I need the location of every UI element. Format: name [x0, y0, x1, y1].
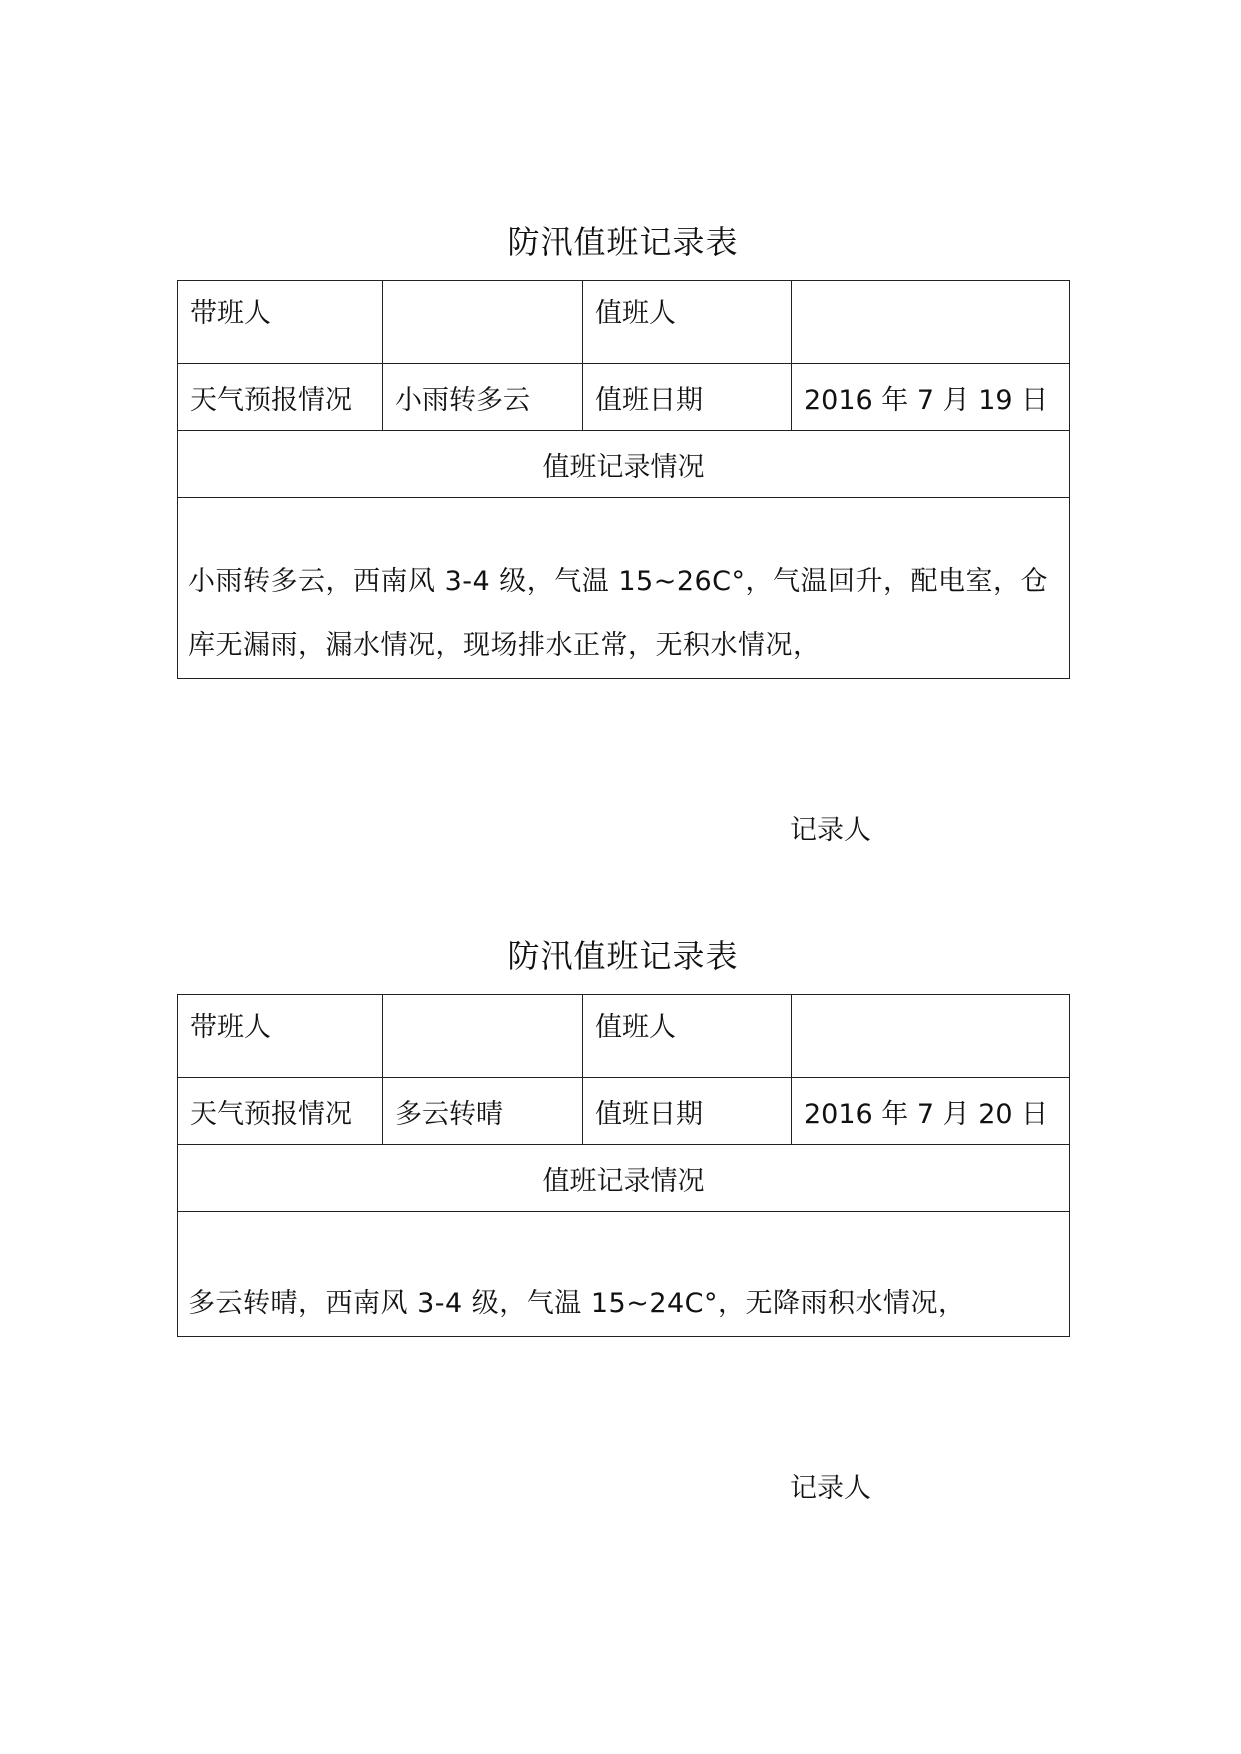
form-title: 防汛值班记录表 [507, 223, 739, 261]
form-title: 防汛值班记录表 [507, 937, 739, 975]
record-body-text [188, 1272, 1059, 1336]
table-row [178, 498, 1070, 679]
duty-record-form-1 [177, 222, 1069, 846]
duty-person-label: 值班人 [583, 995, 792, 1078]
recorder-label: 记录人 [790, 815, 871, 846]
record-body-cell [178, 1212, 1070, 1504]
record-body-line: 小雨转多云，西南风 3-4 级，气温 15~26C°，气温回升，配电室，仓 [188, 566, 1049, 597]
duty-person-value [792, 995, 1070, 1078]
table-row [178, 995, 1070, 1078]
leader-value [383, 995, 583, 1078]
duty-person-label: 值班人 [583, 281, 792, 364]
weather-value: 小雨转多云 [383, 364, 583, 431]
duty-date-label: 值班日期 [583, 364, 792, 431]
record-body-cell [178, 498, 1070, 846]
record-body-line: 库无漏雨，漏水情况，现场排水正常，无积水情况， [188, 630, 821, 661]
duty-date-value: 2016 年 7 月 20 日 [792, 1078, 1070, 1145]
table-row [178, 1145, 1070, 1212]
leader-label: 带班人 [178, 995, 383, 1078]
record-body-text [188, 550, 1059, 678]
duty-record-table [177, 994, 1070, 1504]
leader-label: 带班人 [178, 281, 383, 364]
table-row [178, 281, 1070, 364]
table-row [178, 364, 1070, 431]
section-heading: 值班记录情况 [178, 1145, 1070, 1212]
recorder-label: 记录人 [790, 1473, 871, 1504]
weather-label: 天气预报情况 [178, 1078, 383, 1145]
duty-date-value: 2016 年 7 月 19 日 [792, 364, 1070, 431]
weather-label: 天气预报情况 [178, 364, 383, 431]
table-row [178, 431, 1070, 498]
duty-date-label: 值班日期 [583, 1078, 792, 1145]
leader-value [383, 281, 583, 364]
duty-record-form-2 [177, 936, 1069, 1504]
record-body-line: 多云转晴，西南风 3-4 级，气温 15~24C°，无降雨积水情况， [188, 1288, 966, 1319]
table-row [178, 1078, 1070, 1145]
section-heading: 值班记录情况 [178, 431, 1070, 498]
duty-record-table [177, 280, 1070, 846]
table-row [178, 1212, 1070, 1337]
duty-person-value [792, 281, 1070, 364]
weather-value: 多云转晴 [383, 1078, 583, 1145]
